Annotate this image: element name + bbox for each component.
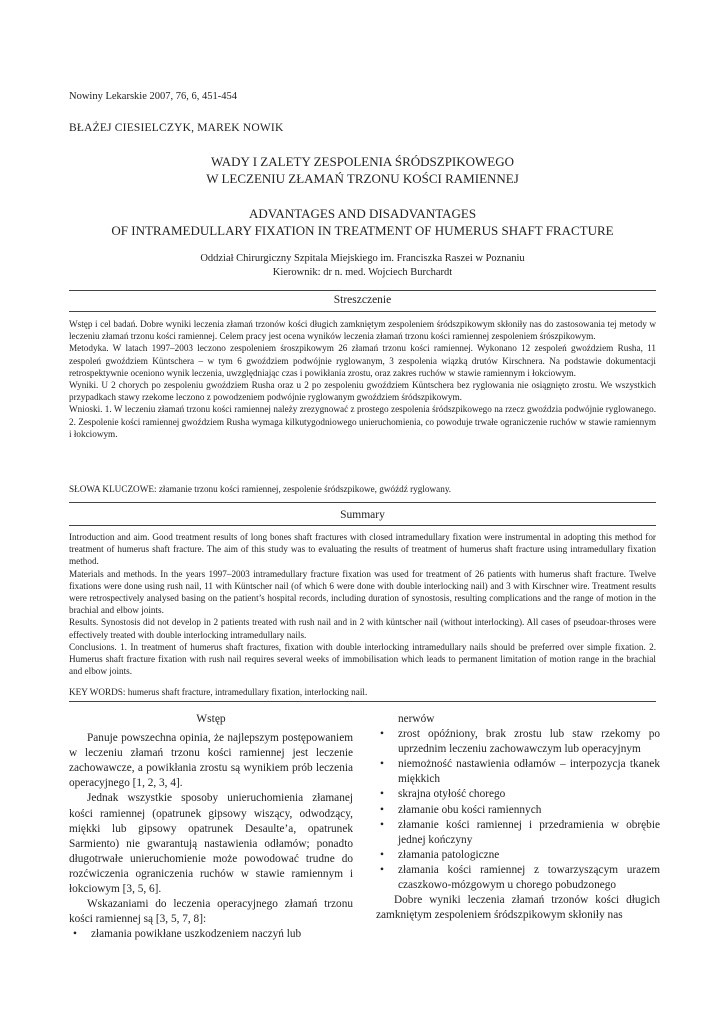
list-item-text: niemożność nastawienia odłamów – interpozycja tkanek miękkich: [398, 758, 660, 786]
affiliation: [60, 252, 665, 280]
abstract-paragraph: Results. Synostosis did not develop in 2 patients treated with rush nail and in 2 with küntscher nail (without interlocking). All cases of pseudoar-throses were effectively treated with double interlocking intramedullary nails.: [69, 617, 656, 640]
list-item-text: zrost opóźniony, brak zrostu lub staw rzekomy po uprzednim leczeniu zachowawczym lub operacyjnym: [398, 728, 660, 756]
list-item: [376, 848, 660, 863]
list-item: [376, 727, 660, 757]
list-item: [376, 818, 660, 848]
abstract-paragraph: Conclusions. 1. In treatment of humerus shaft fractures, fixation with double interlocking intramedullary nails should be preferred over simple fixation. 2. Humerus shaft fracture fixation with rush nail requires several weeks of immobilisation which leads to permanent limitation of motion range in the brachial and elbow joints.: [69, 641, 656, 677]
bullet-icon: •: [380, 728, 384, 741]
list-item: [376, 863, 660, 893]
body-column-right: [376, 712, 660, 923]
list-item-text: złamania patologiczne: [398, 848, 500, 861]
bullet-icon: •: [380, 848, 384, 861]
abstract-paragraph: Introduction and aim. Good treatment results of long bones shaft fractures with closed intramedullary fixation were instrumental in adopting this method for treatment of humerus shaft fracture. The aim of this study was to evaluating the results of treatment of humerus shaft fracture using intramedullary fixation method.: [69, 532, 656, 567]
abstract-pl-heading: Streszczenie: [333, 294, 392, 306]
list-item-text: złamanie obu kości ramiennych: [398, 803, 542, 816]
list-item-text: złamanie kości ramiennej i przedramienia w obrębie jednej kończyny: [398, 818, 660, 846]
abstract-paragraph: Wyniki. U 2 chorych po zespoleniu gwoździem Rusha oraz u 2 po zespoleniu gwoździem Küntschera bez ryglowania nie osiągnięto zrostu. We wszystkich przypadkach stawy rzekome leczono z powodzeniem podwójnie ryglowanym gwoździem śródszpikowym.: [69, 380, 656, 403]
abstract-english: [69, 531, 656, 677]
title-polish-line: WADY I ZALETY ZESPOLENIA ŚRÓDSZPIKOWEGO: [210, 154, 515, 169]
indications-list: [376, 727, 660, 893]
affiliation-line: Oddział Chirurgiczny Szpitala Miejskiego im. Franciszka Raszei w Poznaniu: [200, 253, 525, 264]
bullet-icon: •: [380, 758, 384, 771]
list-item-text: złamania kości ramiennej z towarzyszącym urazem czaszkowo-mózgowym u chorego pobudzonego: [398, 863, 660, 892]
bullet-icon: •: [380, 818, 384, 831]
section-heading-wstep: Wstęp: [196, 713, 226, 725]
affiliation-line: Kierownik: dr n. med. Wojciech Burchardt: [272, 267, 453, 278]
body-paragraph: Panuje powszechna opinia, że najlepszym postępowaniem w leczeniu złamań trzonu kości ramiennej jest leczenie zachowawcze, a powikłania zrostu są wynikiem prób leczenia operacyjnego [1, 2, 3, 4].: [69, 732, 353, 790]
bullet-icon: •: [73, 928, 77, 941]
divider: [69, 311, 656, 312]
body-paragraph: Jednak wszystkie sposoby unieruchomienia złamanej kości ramiennej (opatrunek gipsowy wiszący, odwodzący, miękki lub gipsowy opatrunek Desaulte’a, opatrunek Sarmiento) nie gwarantują nastawienia odłamów; ponadto długotrwałe unieruchomienie może powodować trudne do rozćwiczenia ograniczenia ruchów w stawie ramiennym i łokciowym [3, 5, 6].: [69, 792, 353, 896]
title-english-line: ADVANTAGES AND DISADVANTAGES: [248, 206, 477, 221]
divider: [69, 502, 656, 503]
title-english: [60, 205, 665, 239]
divider: [69, 701, 656, 702]
body-paragraph: Wskazaniami do leczenia operacyjnego złamań trzonu kości ramiennej są [3, 5, 7, 8]:: [69, 898, 353, 926]
list-item: [376, 757, 660, 787]
indications-list: [69, 927, 353, 942]
divider: [69, 525, 656, 526]
abstract-paragraph: Wnioski. 1. W leczeniu złamań trzonu kości ramiennej należy zrezygnować z prostego zespolenia śródszpikowego na rzecz gwoździa podwójnie ryglowanego. 2. Zespolenie kości ramiennej gwoździem Rusha wymaga kilkutygodniowego unieruchomienia, co powoduje trwałe ograniczenie ruchów w stawie ramiennym i łokciowym.: [69, 404, 656, 439]
bullet-icon: •: [380, 803, 384, 816]
list-item-text: skrajna otyłość chorego: [398, 788, 506, 801]
body-paragraph: Dobre wyniki leczenia złamań trzonów kości długich zamkniętym zespoleniem śródszpikowym skłoniły nas: [376, 894, 660, 922]
bullet-icon: •: [380, 863, 384, 876]
abstract-paragraph: Metodyka. W latach 1997–2003 leczono zespoleniem śroszpikowym 26 złamań trzonu kości ramiennej. Wykonano 12 zespoleń gwoździem Rusha, 11 zespoleń gwoździem Küntschera – w tym 6 gwoździem podwójnie ryglowanym, 3 zespolenia wiązką drutów Kirschnera. Na podstawie dokumentacji retrospektywnie oceniono wynik leczenia, uwzględniając czas i powikłania zrostu, oraz zakres ruchów w stawie ramiennym i łokciowym.: [69, 343, 656, 378]
title-polish: [60, 153, 665, 187]
abstract-paragraph: Wstęp i cel badań. Dobre wyniki leczenia złamań trzonów kości długich zamkniętym zespoleniem śródszpikowym skłoniły nas do zastosowania tej metody w leczeniu złamań trzonu kości ramiennej. Celem pracy jest ocena wyników leczenia złamań trzonu kości ramiennej zespoleniem śrószpikowym.: [69, 319, 656, 342]
journal-reference: Nowiny Lekarskie 2007, 76, 6, 451-454: [69, 91, 237, 102]
title-polish-line: W LECZENIU ZŁAMAŃ TRZONU KOŚCI RAMIENNEJ: [206, 171, 519, 186]
abstract-polish: [69, 318, 656, 440]
keywords-english: KEY WORDS: humerus shaft fracture, intramedullary fixation, interlocking nail.: [69, 687, 368, 697]
authors: BŁAŻEJ CIESIELCZYK, MAREK NOWIK: [69, 122, 284, 134]
body-column-left: [69, 712, 353, 942]
list-item: [69, 927, 353, 942]
abstract-paragraph: Materials and methods. In the years 1997–2003 intramedullary fracture fixation was used for treatment of 26 patients with humerus shaft fracture. Twelve fixations were done using rush nail, 11 with Küntscher nail (of which 6 were done with double interlocking nail) and 3 with Kirschner wire. Treatment results were retrospectively analysed basing on the patient’s hospital records, including duration of synostosis, resulting complications and the range of motion in the brachial and elbow joints.: [69, 568, 656, 616]
list-item: [376, 787, 660, 802]
title-english-line: OF INTRAMEDULLARY FIXATION IN TREATMENT OF HUMERUS SHAFT FRACTURE: [111, 223, 614, 238]
list-continuation: nerwów: [398, 713, 435, 725]
list-item: [376, 803, 660, 818]
keywords-polish: SŁOWA KLUCZOWE: złamanie trzonu kości ramiennej, zespolenie śródszpikowe, gwóźdź ryglowany.: [69, 484, 452, 494]
bullet-icon: •: [380, 788, 384, 801]
list-item-text: złamania powikłane uszkodzeniem naczyń lub: [91, 928, 302, 941]
abstract-en-heading: Summary: [340, 509, 385, 521]
divider: [69, 290, 656, 291]
